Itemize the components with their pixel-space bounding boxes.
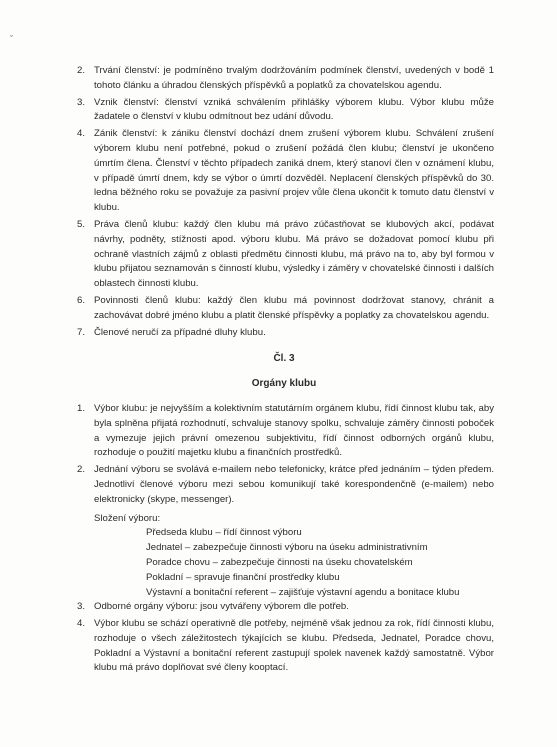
committee-roles bbox=[94, 526, 494, 600]
committee-composition-title: Složení výboru: bbox=[94, 512, 161, 524]
list-item bbox=[74, 326, 494, 341]
list-item bbox=[74, 64, 494, 94]
item-number: 2. bbox=[77, 65, 86, 76]
committee-role: Výstavní a bonitační referent – zajišťuje výstavní agendu a bonitace klubu bbox=[146, 586, 460, 598]
list-item bbox=[74, 617, 494, 676]
list-item bbox=[74, 218, 494, 292]
item-number: 7. bbox=[77, 326, 86, 338]
article-title: Orgány klubu bbox=[251, 378, 317, 390]
item-text: Odborné orgány výboru: jsou vytvářeny výborem dle potřeb. bbox=[94, 601, 349, 613]
item-number: 4. bbox=[77, 128, 86, 140]
list-item bbox=[74, 402, 494, 461]
membership-list bbox=[74, 64, 494, 340]
organs-list bbox=[74, 402, 494, 676]
committee-role: Jednatel – zabezpečuje činnosti výboru na úseku administrativním bbox=[146, 542, 428, 554]
committee-role: Předseda klubu – řídí činnost výboru bbox=[146, 527, 302, 539]
item-number: 5. bbox=[77, 218, 86, 230]
item-number: 1. bbox=[77, 402, 86, 414]
article-number: Čl. 3 bbox=[273, 353, 295, 365]
list-item bbox=[74, 294, 494, 324]
item-text: Zánik členství: k zániku členství dochází dnem zrušení výborem klubu. Schválení zrušení výborem klubu není potřebné, pokud o zrušení požádá člen klubu; členství je ukončeno úmrtím člena. Členství v těchto případech zaniká dnem, který stanoví člen v oznámení klubu, v případě úmrtí dnem, kdy se výbor o úmrtí dozvěděl. Neplacení členských příspěvků do 30. ledna běžného roku se považuje za pasivní projev vůle člena ukončit k tomuto datu členství v klubu. bbox=[94, 128, 494, 214]
item-number: 3. bbox=[77, 96, 86, 108]
item-number: 6. bbox=[77, 294, 86, 306]
margin-mark: ˇ bbox=[10, 34, 13, 44]
item-number: 4. bbox=[77, 618, 86, 630]
item-number: 3. bbox=[77, 601, 86, 613]
item-text: Povinnosti členů klubu: každý člen klubu má povinnost dodržovat stanovy, chránit a zachovávat dobré jméno klubu a platit členské příspěvky a poplatky za chovatelskou agendu. bbox=[94, 294, 494, 321]
item-text: Výbor klubu se schází operativně dle potřeby, nejméně však jednou za rok, řídí činnosti klubu, rozhoduje o všech záležitostech týkajících se klubu. Předseda, Jednatel, Poradce chovu, Pokladní a Výstavní a bonitační referent zastupují spolek navenek každý samostatně. Výbor klubu má právo doplňovat své členy kooptací. bbox=[94, 618, 494, 674]
item-number: 2. bbox=[77, 464, 86, 476]
item-text: Jednání výboru se svolává e-mailem nebo telefonicky, krátce před jednáním – týden předem. Jednotliví členové výboru mezi sebou komunikují také korespondenčně (e-mailem) nebo elektronicky (skype, messenger). bbox=[94, 464, 494, 505]
item-text: Výbor klubu: je nejvyšším a kolektivním statutárním orgánem klubu, řídí činnost klubu tak, aby byla splněna přijatá rozhodnutí, schvaluje stanovy spolku, schvaluje záměry činnosti poboček a vymezuje jejich právní omezenou subjektivitu, řídí činnost odborných orgánů klubu, rozhoduje o použití majetku klubu a finančních prostředků. bbox=[94, 402, 494, 459]
committee-role: Poradce chovu – zabezpečuje činnosti na úseku chovatelském bbox=[146, 556, 413, 568]
item-text: Členové neručí za případné dluhy klubu. bbox=[94, 326, 266, 338]
list-item bbox=[74, 600, 494, 615]
committee-role: Pokladní – spravuje finanční prostředky klubu bbox=[146, 571, 340, 583]
list-item bbox=[74, 463, 494, 600]
document-page bbox=[74, 64, 494, 676]
item-text: Trvání členství: je podmíněno trvalým dodržováním podmínek členství, uvedených v bodě 1 tohoto článku a úhradou členských příspěvků a poplatků za chovatelskou agendu. bbox=[94, 65, 494, 91]
item-text: Práva členů klubu: každý člen klubu má právo zúčastňovat se klubových akcí, podávat návrhy, podněty, stížnosti apod. výboru klubu. Má právo se dožadovat pomocí klubu při ochraně vlastních zájmů z oblasti předmětu činnosti klubu, má právo na to, aby byl formou v klubu přijatou seznamován s činností klubu, výsledky i záměry v chovatelské činnosti i dalších oblastech činnosti klubu. bbox=[94, 218, 494, 290]
item-text: Vznik členství: členství vzniká schválením přihlášky výborem klubu. Výbor klubu může žadatele o členství v klubu odmítnout bez udání důvodu. bbox=[94, 96, 494, 123]
list-item bbox=[74, 127, 494, 216]
list-item bbox=[74, 96, 494, 126]
